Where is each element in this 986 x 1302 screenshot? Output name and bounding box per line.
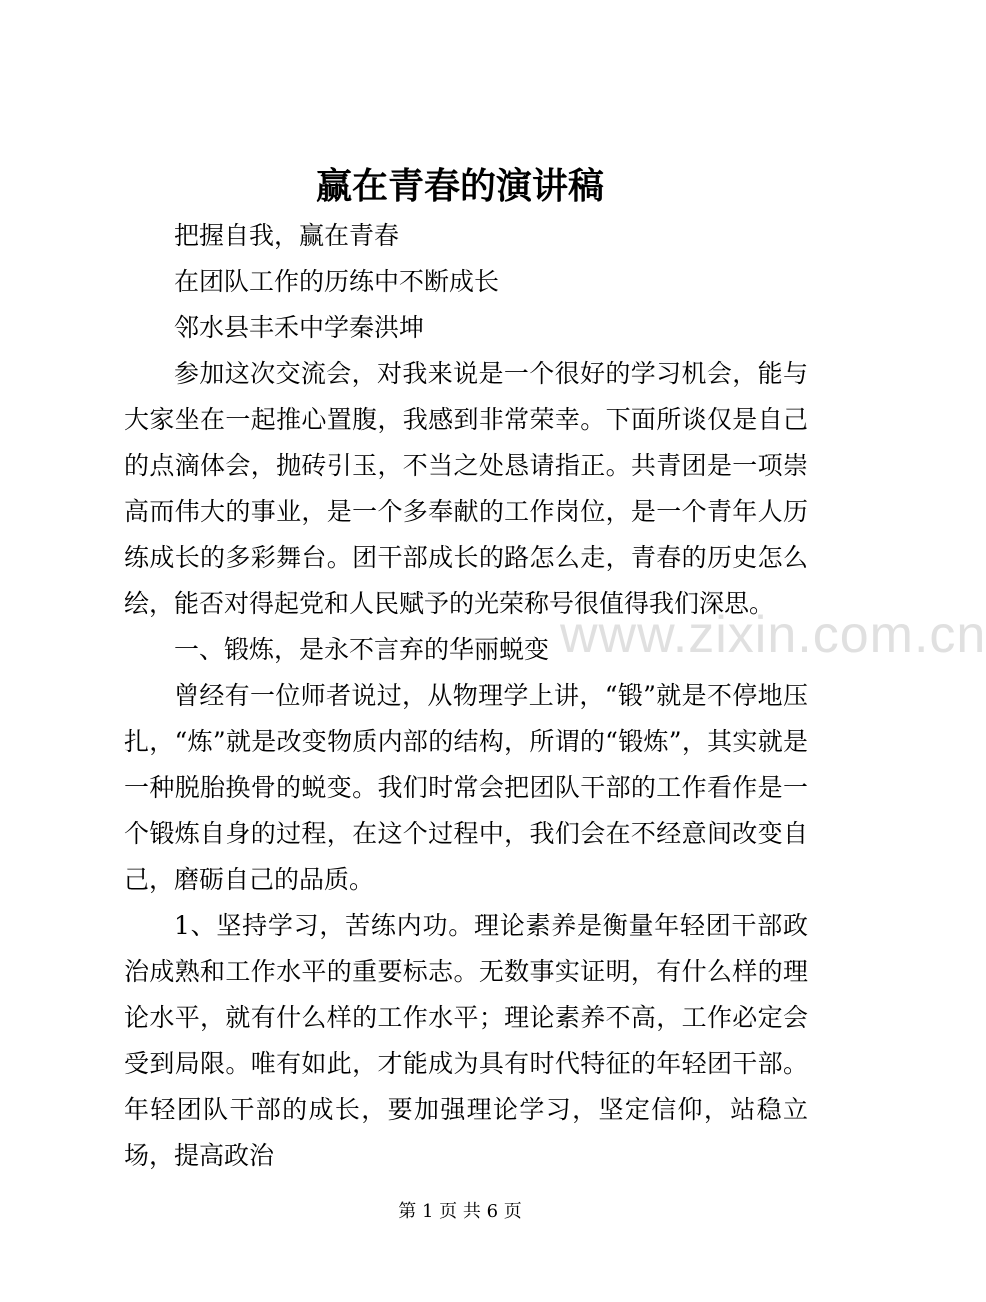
- subtitle-line: 在团队工作的历练中不断成长: [174, 267, 500, 296]
- watermark: www.zixin.com.cn: [560, 606, 986, 664]
- body-paragraph: 参加这次交流会，对我来说是一个很好的学习机会，能与大家坐在一起推心置腹，我感到非常荣幸。下面所谈仅是自己的点滴体会，抛砖引玉，不当之处恳请指正。共青团是一项崇高而伟大的事业，是一个多奉献的工作岗位，是一个青年人历练成长的多彩舞台。团干部成长的路怎么走，青春的历史怎么绘，能否对得起党和人民赋予的光荣称号很值得我们深思。: [124, 359, 808, 618]
- page-footer: 第 1 页 共 6 页: [398, 1201, 522, 1222]
- author-line: 邻水县丰禾中学秦洪坤: [174, 313, 425, 342]
- document-body: [124, 213, 808, 1179]
- body-paragraph: 1、坚持学习，苦练内功。理论素养是衡量年轻团干部政治成熟和工作水平的重要标志。无数事实证明，有什么样的理论水平，就有什么样的工作水平；理论素养不高，工作必定会受到局限。唯有如此，才能成为具有时代特征的年轻团干部。年轻团队干部的成长，要加强理论学习，坚定信仰，站稳立场，提高政治: [124, 911, 808, 1170]
- body-paragraph: 曾经有一位师者说过，从物理学上讲，“锻”就是不停地压扎，“炼”就是改变物质内部的结构，所谓的“锻炼”，其实就是一种脱胎换骨的蜕变。我们时常会把团队干部的工作看作是一个锻炼自身的过程，在这个过程中，我们会在不经意间改变自己，磨砺自己的品质。: [124, 681, 808, 894]
- subtitle-line: 把握自我，赢在青春: [174, 221, 400, 250]
- section-heading: 一、锻炼，是永不言弃的华丽蜕变: [174, 635, 550, 664]
- document-title: 赢在青春的演讲稿: [315, 165, 604, 207]
